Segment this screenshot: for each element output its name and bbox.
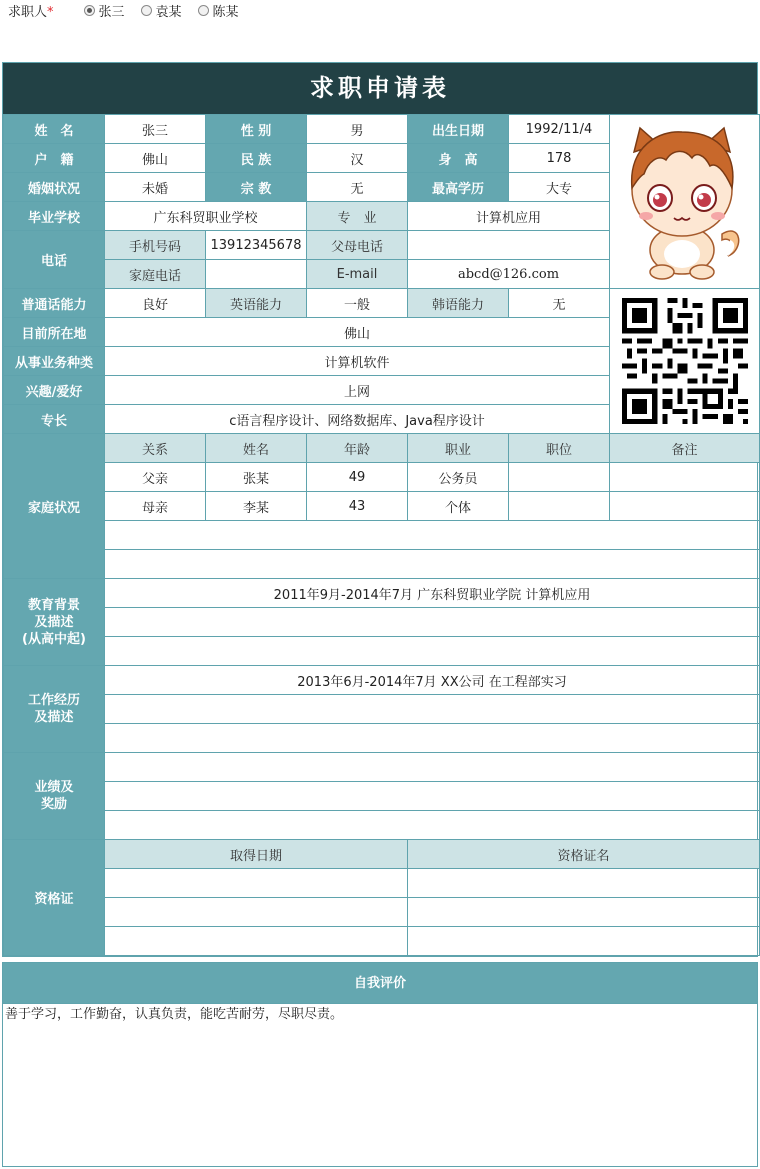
radio-selected-icon[interactable] bbox=[84, 5, 95, 16]
cert-cell[interactable] bbox=[105, 869, 408, 898]
label-work-experience: 工作经历 及描述 bbox=[4, 666, 105, 753]
label-home-phone: 家庭电话 bbox=[105, 260, 206, 289]
family-cell[interactable]: 49 bbox=[307, 463, 408, 492]
applicant-option-1[interactable]: 张三 bbox=[84, 1, 125, 20]
value-school[interactable]: 广东科贸职业学校 bbox=[105, 202, 307, 231]
value-marital[interactable]: 未婚 bbox=[105, 173, 206, 202]
education-row[interactable] bbox=[105, 637, 760, 666]
label-parent-phone: 父母电话 bbox=[307, 231, 408, 260]
label-industry: 从事业务种类 bbox=[4, 347, 105, 376]
award-row[interactable] bbox=[105, 753, 760, 782]
value-email[interactable]: abcd@126.com bbox=[408, 260, 610, 289]
label-email: E-mail bbox=[307, 260, 408, 289]
family-cell[interactable] bbox=[610, 463, 760, 492]
label-major: 专 业 bbox=[307, 202, 408, 231]
value-korean[interactable]: 无 bbox=[509, 289, 610, 318]
required-mark: * bbox=[47, 4, 54, 20]
value-birthdate[interactable]: 1992/11/4 bbox=[509, 115, 610, 144]
value-mandarin[interactable]: 良好 bbox=[105, 289, 206, 318]
value-ethnicity[interactable]: 汉 bbox=[307, 144, 408, 173]
table-row bbox=[4, 463, 760, 492]
label-mobile: 手机号码 bbox=[105, 231, 206, 260]
label-phone: 电话 bbox=[4, 231, 105, 289]
cert-cell[interactable] bbox=[408, 869, 760, 898]
cert-cell[interactable] bbox=[408, 898, 760, 927]
table-row bbox=[4, 898, 760, 927]
value-hobby[interactable]: 上网 bbox=[105, 376, 610, 405]
label-mandarin: 普通话能力 bbox=[4, 289, 105, 318]
label-hukou: 户 籍 bbox=[4, 144, 105, 173]
label-birthdate: 出生日期 bbox=[408, 115, 509, 144]
family-header: 年龄 bbox=[307, 434, 408, 463]
label-school: 毕业学校 bbox=[4, 202, 105, 231]
family-cell[interactable]: 公务员 bbox=[408, 463, 509, 492]
family-cell[interactable] bbox=[509, 463, 610, 492]
label-ethnicity: 民 族 bbox=[206, 144, 307, 173]
label-gender: 性 别 bbox=[206, 115, 307, 144]
family-empty-row[interactable] bbox=[105, 550, 760, 579]
work-row[interactable]: 2013年6月-2014年7月 XX公司 在工程部实习 bbox=[105, 666, 760, 695]
value-location[interactable]: 佛山 bbox=[105, 318, 610, 347]
family-header: 关系 bbox=[105, 434, 206, 463]
value-hukou[interactable]: 佛山 bbox=[105, 144, 206, 173]
table-row bbox=[4, 492, 760, 521]
value-specialty[interactable]: c语言程序设计、网络数据库、Java程序设计 bbox=[105, 405, 610, 434]
label-korean: 韩语能力 bbox=[408, 289, 509, 318]
self-evaluation-heading: 自我评价 bbox=[3, 963, 757, 1004]
value-gender[interactable]: 男 bbox=[307, 115, 408, 144]
family-cell[interactable]: 父亲 bbox=[105, 463, 206, 492]
value-major[interactable]: 计算机应用 bbox=[408, 202, 610, 231]
family-cell[interactable]: 43 bbox=[307, 492, 408, 521]
cert-cell[interactable] bbox=[105, 927, 408, 956]
value-english[interactable]: 一般 bbox=[307, 289, 408, 318]
label-specialty: 专长 bbox=[4, 405, 105, 434]
table-row bbox=[4, 550, 760, 579]
avatar bbox=[612, 115, 757, 288]
cert-cell[interactable] bbox=[408, 927, 760, 956]
label-marital: 婚姻状况 bbox=[4, 173, 105, 202]
value-mobile[interactable]: 13912345678 bbox=[206, 231, 307, 260]
self-evaluation bbox=[2, 962, 758, 1167]
cert-header-date: 取得日期 bbox=[105, 840, 408, 869]
radio-icon[interactable] bbox=[141, 5, 152, 16]
label-english: 英语能力 bbox=[206, 289, 307, 318]
family-header: 备注 bbox=[610, 434, 760, 463]
cert-cell[interactable] bbox=[105, 898, 408, 927]
family-empty-row[interactable] bbox=[105, 521, 760, 550]
family-cell[interactable] bbox=[610, 492, 760, 521]
family-cell[interactable]: 张某 bbox=[206, 463, 307, 492]
applicant-label: 求职人* bbox=[8, 4, 54, 20]
cert-header-name: 资格证名 bbox=[408, 840, 760, 869]
applicant-selector bbox=[8, 0, 255, 20]
label-education: 最高学历 bbox=[408, 173, 509, 202]
label-height: 身 高 bbox=[408, 144, 509, 173]
award-row[interactable] bbox=[105, 782, 760, 811]
label-religion: 宗 教 bbox=[206, 173, 307, 202]
form-table bbox=[3, 114, 760, 956]
label-family: 家庭状况 bbox=[4, 434, 105, 579]
family-cell[interactable]: 母亲 bbox=[105, 492, 206, 521]
family-header: 职位 bbox=[509, 434, 610, 463]
label-hobby: 兴趣/爱好 bbox=[4, 376, 105, 405]
value-industry[interactable]: 计算机软件 bbox=[105, 347, 610, 376]
award-row[interactable] bbox=[105, 811, 760, 840]
label-location: 目前所在地 bbox=[4, 318, 105, 347]
label-name: 姓 名 bbox=[4, 115, 105, 144]
education-row[interactable]: 2011年9月-2014年7月 广东科贸职业学院 计算机应用 bbox=[105, 579, 760, 608]
table-row bbox=[4, 927, 760, 956]
radio-icon[interactable] bbox=[198, 5, 209, 16]
value-religion[interactable]: 无 bbox=[307, 173, 408, 202]
label-certificate: 资格证 bbox=[4, 840, 105, 956]
value-education[interactable]: 大专 bbox=[509, 173, 610, 202]
applicant-option-3[interactable]: 陈某 bbox=[198, 1, 239, 20]
education-row[interactable] bbox=[105, 608, 760, 637]
family-cell[interactable]: 个体 bbox=[408, 492, 509, 521]
application-form bbox=[2, 62, 758, 957]
work-row[interactable] bbox=[105, 724, 760, 753]
applicant-option-2[interactable]: 袁某 bbox=[141, 1, 182, 20]
value-parent-phone[interactable] bbox=[408, 231, 610, 260]
form-title: 求职申请表 bbox=[3, 63, 757, 114]
work-row[interactable] bbox=[105, 695, 760, 724]
table-row bbox=[4, 521, 760, 550]
family-cell[interactable]: 李某 bbox=[206, 492, 307, 521]
family-header: 职业 bbox=[408, 434, 509, 463]
family-cell[interactable] bbox=[509, 492, 610, 521]
family-header: 姓名 bbox=[206, 434, 307, 463]
photo-cell bbox=[610, 115, 760, 289]
value-name[interactable]: 张三 bbox=[105, 115, 206, 144]
value-height[interactable]: 178 bbox=[509, 144, 610, 173]
label-awards: 业绩及 奖励 bbox=[4, 753, 105, 840]
self-evaluation-text[interactable]: 善于学习，工作勤奋，认真负责，能吃苦耐劳，尽职尽责。 bbox=[5, 1007, 344, 1022]
table-row bbox=[4, 869, 760, 898]
label-education-background: 教育背景 及描述 (从高中起) bbox=[4, 579, 105, 666]
value-home-phone[interactable] bbox=[206, 260, 307, 289]
qr-code-icon bbox=[612, 289, 757, 433]
qr-cell bbox=[610, 289, 760, 434]
